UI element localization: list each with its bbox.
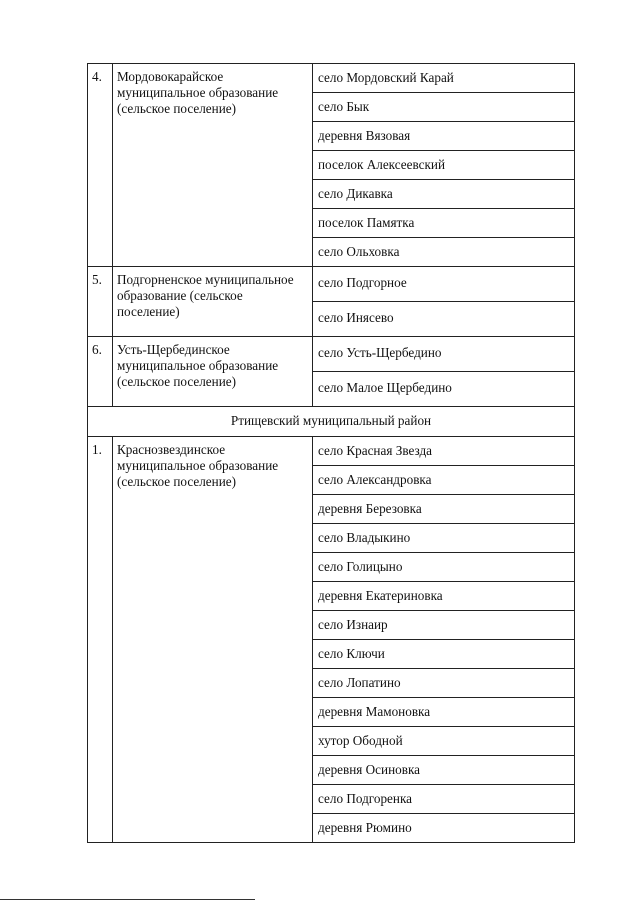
settlement-name: деревня Мамоновка [313, 698, 575, 727]
settlement-name: село Мордовский Карай [313, 64, 575, 93]
region-header: Ртищевский муниципальный район [88, 407, 575, 437]
settlement-name: село Бык [313, 93, 575, 122]
settlement-name: деревня Березовка [313, 495, 575, 524]
settlement-name: село Подгорное [313, 267, 575, 302]
settlement-name: хутор Ободной [313, 727, 575, 756]
municipality-name: Подгорненское муниципальное образование (сельское поселение) [113, 267, 313, 337]
settlement-name: село Инясево [313, 302, 575, 337]
settlement-name: село Дикавка [313, 180, 575, 209]
settlement-name: село Красная Звезда [313, 437, 575, 466]
settlement-name: село Усть-Щербедино [313, 337, 575, 372]
settlement-name: село Подгоренка [313, 785, 575, 814]
settlements-table [87, 63, 575, 843]
row-number: 6. [88, 337, 113, 407]
table-row [88, 64, 575, 93]
settlement-name: село Ключи [313, 640, 575, 669]
settlement-name: село Малое Щербедино [313, 372, 575, 407]
region-header-row [88, 407, 575, 437]
settlement-name: поселок Алексеевский [313, 151, 575, 180]
settlement-name: село Изнаир [313, 611, 575, 640]
table-row [88, 437, 575, 466]
row-number: 4. [88, 64, 113, 267]
municipality-name: Усть-Щербединское муниципальное образование (сельское поселение) [113, 337, 313, 407]
settlement-name: село Александровка [313, 466, 575, 495]
municipality-name: Мордовокарайское муниципальное образование (сельское поселение) [113, 64, 313, 267]
settlement-name: поселок Памятка [313, 209, 575, 238]
settlement-name: деревня Осиновка [313, 756, 575, 785]
settlement-name: деревня Рюмино [313, 814, 575, 843]
table-row [88, 337, 575, 372]
settlement-name: деревня Вязовая [313, 122, 575, 151]
settlement-name: село Владыкино [313, 524, 575, 553]
settlement-name: село Ольховка [313, 238, 575, 267]
table-row [88, 267, 575, 302]
row-number: 1. [88, 437, 113, 843]
footer-rule [0, 899, 255, 900]
row-number: 5. [88, 267, 113, 337]
settlement-name: деревня Екатериновка [313, 582, 575, 611]
settlement-name: село Лопатино [313, 669, 575, 698]
settlement-name: село Голицыно [313, 553, 575, 582]
municipality-name: Краснозвездинское муниципальное образование (сельское поселение) [113, 437, 313, 843]
